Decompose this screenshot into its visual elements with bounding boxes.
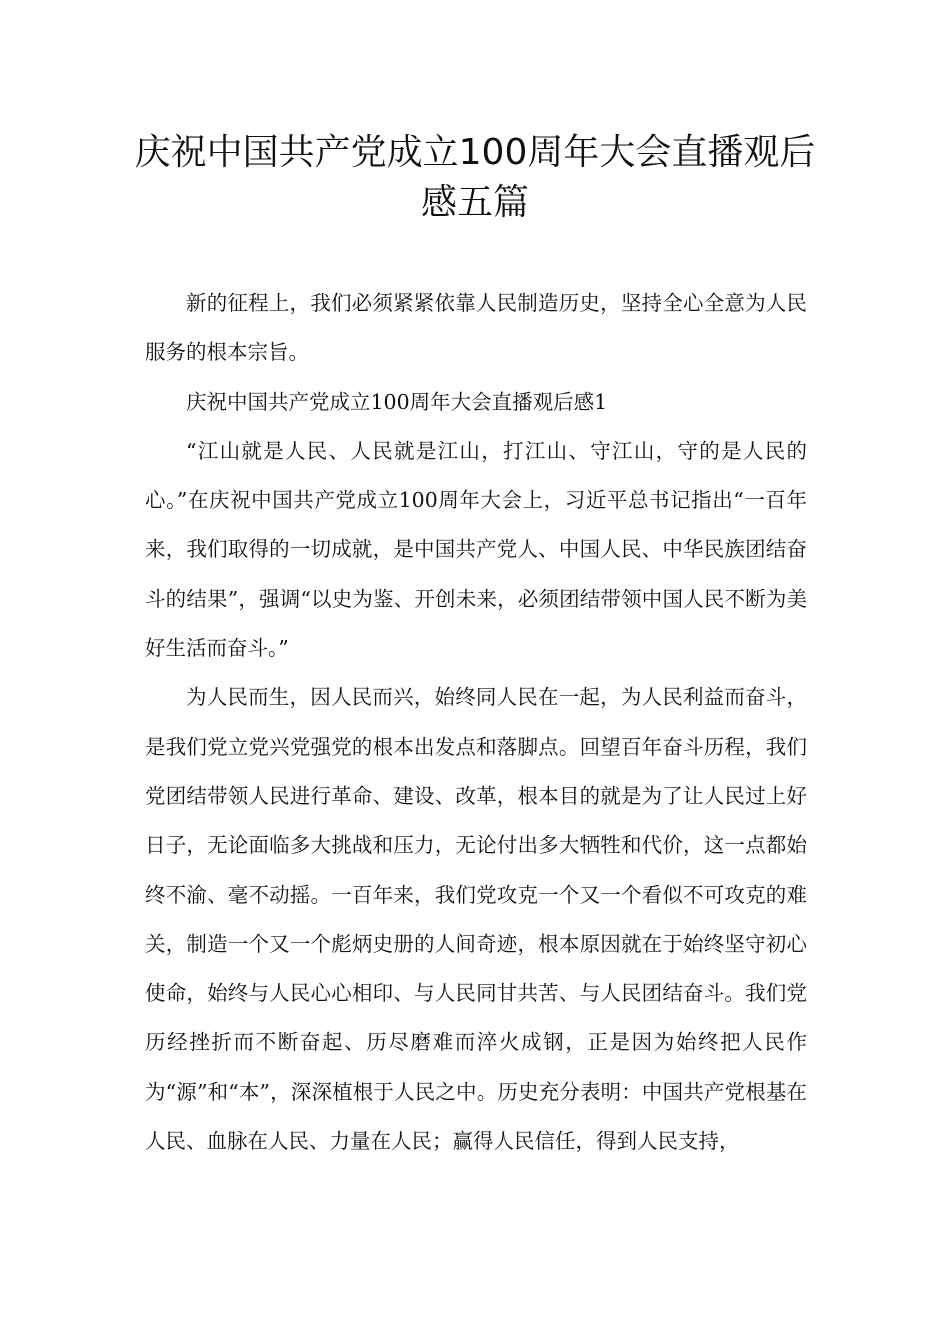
paragraph-intro: 新的征程上，我们必须紧紧依靠人民制造历史，坚持全心全意为人民服务的根本宗旨。 [145,291,807,365]
paragraph-subheading: 庆祝中国共产党成立100周年大会直播观后感1 [186,389,608,414]
document-title: 庆祝中国共产党成立100周年大会直播观后感五篇 [134,132,816,223]
paragraph-main: 为人民而生，因人民而兴，始终同人民在一起，为人民利益而奋斗，是我们党立党兴党强党的根本出发点和落脚点。回望百年奋斗历程，我们党团结带领人民进行革命、建设、改革，根本目的就是为了让人民过上好日子，无论面临多大挑战和压力，无论付出多大牺牲和代价，这一点都始终不渝、毫不动摇。一百年来，我们党攻克一个又一个看似不可攻克的难关，制造一个又一个彪炳史册的人间奇迹，根本原因就在于始终坚守初心使命，始终与人民心心相印、与人民同甘共苦、与人民团结奋斗。我们党历经挫折而不断奋起、历尽磨难而淬火成钢，正是因为始终把人民作为“源”和“本”，深深植根于人民之中。历史充分表明：中国共产党根基在人民、血脉在人民、力量在人民；赢得人民信任，得到人民支持， [145,685,807,1154]
document-body [145,279,807,1166]
paragraph-quote: “江山就是人民、人民就是江山，打江山、守江山，守的是人民的心。”在庆祝中国共产党成立100周年大会上，习近平总书记指出“一百年来，我们取得的一切成就，是中国共产党人、中国人民、中华民族团结奋斗的结果”，强调“以史为鉴、开创未来，必须团结带领中国人民不断为美好生活而奋斗。” [145,438,807,661]
